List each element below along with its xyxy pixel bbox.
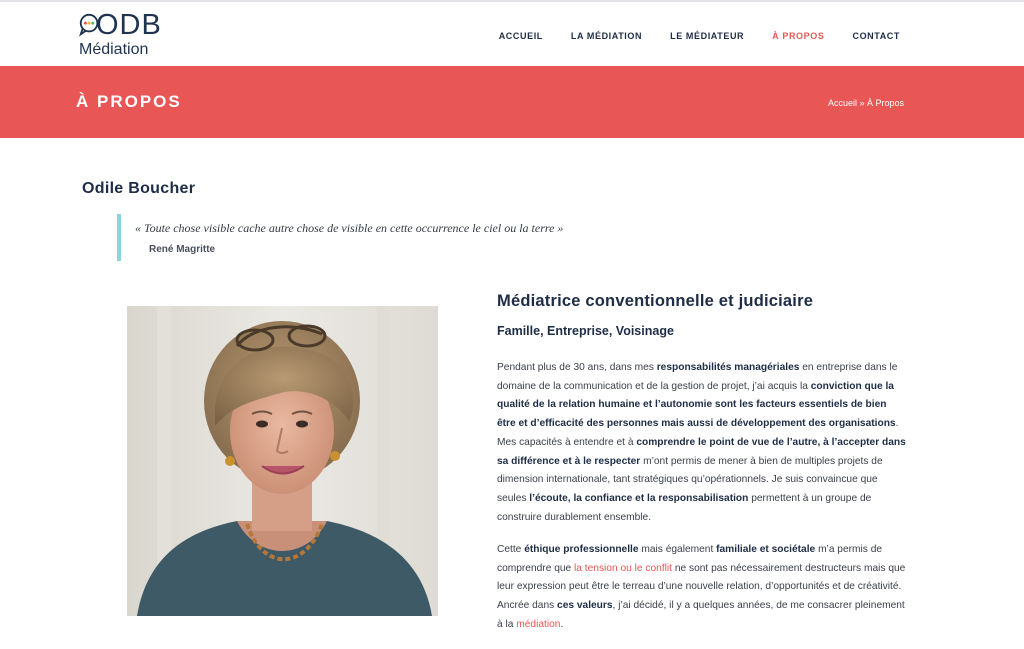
quote-block xyxy=(117,214,677,261)
portrait-photo xyxy=(127,306,438,616)
breadcrumb-separator: » xyxy=(856,98,867,108)
logo-subtitle: Médiation xyxy=(79,41,149,58)
bio-segment: , j’ai décidé, il y a quelques années, de me consacrer pleinement à la xyxy=(497,600,905,630)
breadcrumb-home-link[interactable]: Accueil xyxy=(827,98,857,108)
quote-author: René Magritte xyxy=(149,244,216,255)
nav-le-mediateur[interactable]: LE MÉDIATEUR xyxy=(670,31,745,41)
bio-segment: ne sont pas nécessairement destructeurs mais que leur expression peut être le terreau d’une nouvelle relation, d’opportunités et de créativité. Ancrée dans xyxy=(497,562,906,612)
role-title: Médiatrice conventionnelle et judiciaire xyxy=(497,292,814,310)
bio-highlight: responsabilités managériales xyxy=(656,362,800,373)
bio-highlight: comprendre le point de vue de l’autre, à l’accepter dans sa différence et à le respecter xyxy=(497,436,906,467)
person-name: Odile Boucher xyxy=(82,180,196,197)
bio-segment: . Mes capacités à entendre et à xyxy=(497,418,899,448)
portrait-illustration xyxy=(127,306,438,616)
bio-highlight: éthique professionnelle xyxy=(524,544,639,555)
link-tension-conflit[interactable]: la tension ou le conflit xyxy=(574,562,673,574)
page-title: À PROPOS xyxy=(76,92,182,111)
quote-text: « Toute chose visible cache autre chose de visible en cette occurrence le ciel ou la terre » xyxy=(135,221,564,235)
nav-accueil[interactable]: ACCUEIL xyxy=(498,31,543,41)
bio-highlight: l’écoute, la confiance et la responsabilisation xyxy=(529,492,749,504)
bio-segment: en entreprise dans le domaine de la communication et de la gestion de projet, j’ai acquis la xyxy=(497,362,898,392)
nav-a-propos[interactable]: À PROPOS xyxy=(772,31,825,41)
bio-segment: mais également xyxy=(638,544,717,555)
bio-highlight: ces valeurs xyxy=(557,600,613,612)
role-subtitle: Famille, Entreprise, Voisinage xyxy=(497,324,674,338)
site-logo[interactable] xyxy=(78,10,178,62)
nav-la-mediation[interactable]: LA MÉDIATION xyxy=(570,31,643,41)
bio-paragraph-2 xyxy=(497,541,907,635)
bio-segment: m’a permis de comprendre que xyxy=(497,544,883,574)
logo-letters: ODB xyxy=(96,9,162,41)
bio-highlight: familiale et sociétale xyxy=(716,544,816,555)
breadcrumb xyxy=(828,97,904,109)
site-header xyxy=(0,2,1024,66)
bio-paragraph-1 xyxy=(497,359,907,527)
page-banner xyxy=(0,66,1024,138)
link-mediation[interactable]: médiation xyxy=(516,618,561,630)
breadcrumb-current: À Propos xyxy=(866,98,904,108)
bio-highlight: conviction que la qualité de la relation humaine et l’autonomie sont les facteurs essentiels de bien être et d’efficacité des personnes mais aussi de développement des organisations xyxy=(497,380,896,430)
bio-segment: . xyxy=(560,618,564,630)
bio-segment: Cette xyxy=(497,544,525,555)
main-nav xyxy=(471,30,900,42)
bio-segment: Pendant plus de 30 ans, dans mes xyxy=(497,362,657,373)
nav-contact[interactable]: CONTACT xyxy=(852,31,900,41)
bio-segment: m’ont permis de mener à bien de multiples projets de dimension internationale, tant stratégiques qu’opérationnels. Je suis convaincue que seules xyxy=(497,455,883,504)
bio-segment: permettent à un groupe de construire durablement ensemble. xyxy=(497,492,872,523)
